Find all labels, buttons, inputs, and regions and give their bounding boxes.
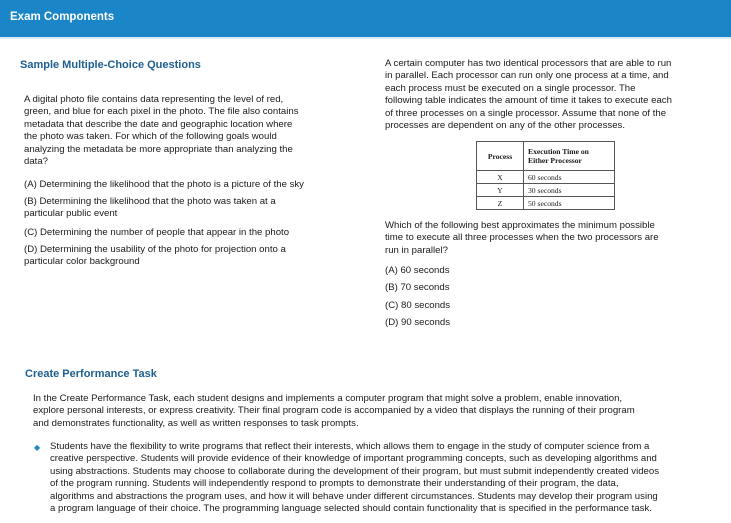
q2-stem: A certain computer has two identical processors that are able to run in parallel. Each processor can run only one process at a time, and each process must be executed on a single processor. The following table indicates the amount of time it takes to execute each of three processes on a single processor. Assume that none of the processes are dependent on any of the other processes. [385,58,672,132]
header-bar [0,0,731,39]
process-cell: Y [477,184,524,197]
process-cell: X [477,171,524,184]
table-row [477,184,615,197]
column-header-execution-time: Execution Time on Either Processor [524,142,615,171]
q2-option-a: (A) 60 seconds [385,265,450,276]
time-cell: 50 seconds [524,197,615,210]
column-header-process: Process [477,142,524,171]
performance-task-heading: Create Performance Task [25,368,157,380]
q1-stem: A digital photo file contains data representing the level of red, green, and blue for each pixel in the photo. The file also contains metadata that describe the date and geographic location where the photo was taken. For which of the following goals would analyzing the metadata be more appropriate than analyzing the data? [24,94,299,168]
q1-option-a: (A) Determining the likelihood that the photo is a picture of the sky [24,179,304,190]
table-row [477,171,615,184]
process-cell: Z [477,197,524,210]
time-cell: 30 seconds [524,184,615,197]
q2-option-d: (D) 90 seconds [385,317,451,328]
q1-option-b: (B) Determining the likelihood that the photo was taken at a particular public event [24,196,276,220]
table-header-row [477,142,615,171]
performance-task-bullet: Students have the flexibility to write programs that reflect their interests, which allows them to engage in the study of computer science from a creative perspective. Students will provide evidence of their knowledge of important programming concepts, such as developing algorithms and using abstractions. Students may choose to collaborate during the development of their program, but must submit independently created videos of the program running. Students will independently respond to prompts to demonstrate their understanding of their program, the data, algorithms and abstractions the program uses, and how it will behave under different circumstances. Students may develop their program using a program language of their choice. The programming language selected should contain functionality that is specified in the performance task. [50,441,660,515]
execution-time-table [476,141,615,210]
q2-question: Which of the following best approximates the minimum possible time to execute all three processes when the two processors are run in parallel? [385,220,659,256]
page-title: Exam Components [10,11,115,23]
q2-option-b: (B) 70 seconds [385,282,450,293]
q1-option-c: (C) Determining the number of people that appear in the photo [24,227,290,238]
performance-task-intro: In the Create Performance Task, each student designs and implements a computer program that might solve a problem, enable innovation, explore personal interests, or express creativity. Their final program code is accompanied by a video that displays the running of their program and demonstrates functionality, as well as written responses to task prompts. [33,393,635,429]
q2-option-c: (C) 80 seconds [385,300,451,311]
diamond-bullet-icon: ◆ [34,443,41,452]
q1-option-d: (D) Determining the usability of the photo for projection onto a particular color background [24,244,286,268]
table-row [477,197,615,210]
mcq-heading: Sample Multiple-Choice Questions [20,59,201,71]
time-cell: 60 seconds [524,171,615,184]
